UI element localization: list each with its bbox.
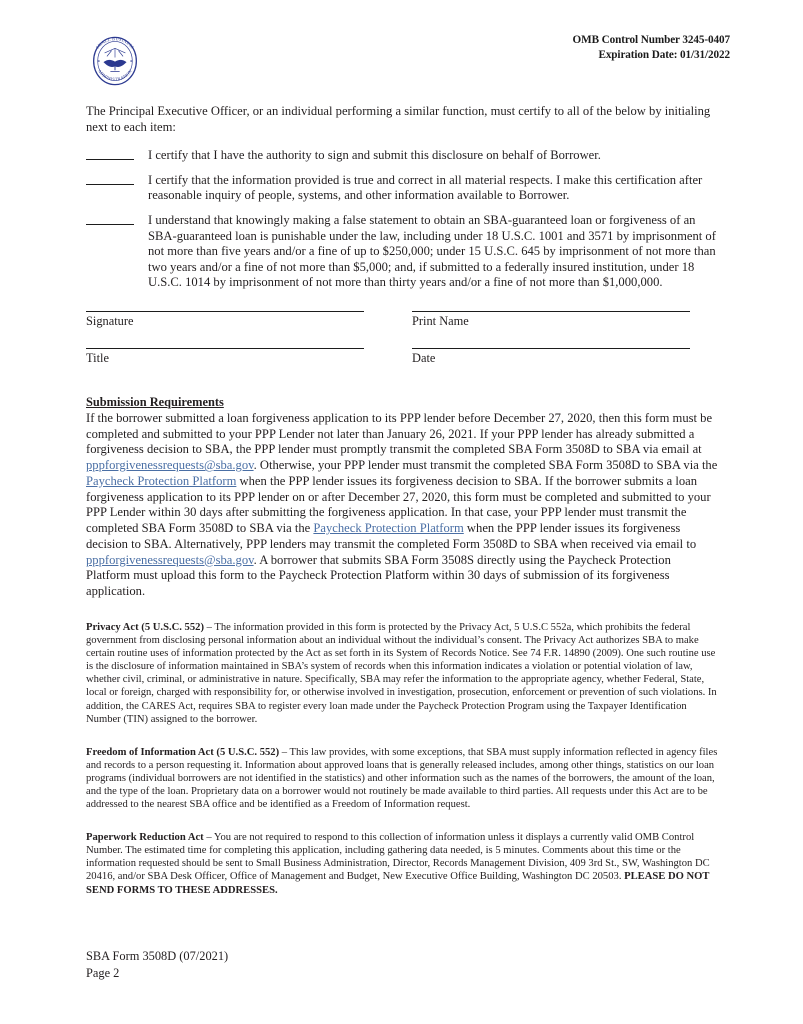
privacy-act-section [86, 621, 718, 726]
page-number: Page 2 [86, 965, 120, 980]
foia-heading: Freedom of Information Act (5 U.S.C. 552) [86, 746, 280, 758]
paperwork-reduction-act-heading: Paperwork Reduction Act [86, 832, 204, 844]
paperwork-reduction-act-emphasis: PLEASE DO NOT SEND FORMS TO THESE ADDRESSES. [86, 871, 710, 896]
page-footer [86, 948, 228, 981]
submission-text-part-5: . A borrower that submits SBA Form 3508S directly using the Paycheck Protection Platform must upload this form to the Paycheck Protection Platform within 30 days of submission of its forgiveness application. [86, 552, 671, 599]
foia-text: – This law provides, with some exceptions, that SBA must supply information reflected in agency files and records to a person requesting it. Information about approved loans that is generally released includes, among other things, statistics on our loan programs (individual borrowers are not identified in the statistics) and other information such as the names of the borrowers, the amount of the loan, and the type of the loan. Proprietary data on a borrower would not routinely be made available to third parties. All requests under this Act are to be addressed to the nearest SBA office and be identified as a Freedom of Information request. [86, 746, 718, 811]
certification-item [86, 213, 718, 291]
privacy-act-text: – The information provided in this form is protected by the Privacy Act, 5 U.S.C 552a, which prohibits the federal government from disclosing personal information about an individual without the individual’s consent. The Privacy Act authorizes SBA to make certain routine uses of information protected by the Act as set forth in its System of Records Notice. See 74 F.R. 14890 (2009). One such routine use is the disclosure of information maintained in SBA’s system of records when this information indicates a violation or potential violation of law, whether civil, criminal, or administrative in nature. Specifically, SBA may refer the information to the appropriate agency, whether Federal, State, local or foreign, charged with responsibility for, or otherwise involved in investigation, prosecution, enforcement or prevention of such violations. In addition, the CARES Act, requires SBA to register every loan made under the Paycheck Protection Program using the Taxpayer Identification Number (TIN) assigned to the borrower. [86, 621, 717, 725]
initial-line-3[interactable] [86, 224, 134, 225]
submission-text-part-3: when the PPP lender issues its forgiveness decision to SBA. If the borrower submits a loan forgiveness application to its PPP lender on or after December 27, 2020, this form must be completed and submitted to your PPP Lender within 30 days after submitting the forgiveness application. In that case, your PPP lender must transmit the completed SBA Form 3508D to SBA via the [86, 473, 711, 536]
privacy-act-heading: Privacy Act (5 U.S.C. 552) [86, 621, 204, 633]
signature-rule [86, 348, 364, 349]
date-label: Date [412, 350, 436, 365]
title-label: Title [86, 350, 109, 365]
submission-requirements-section [86, 393, 718, 600]
signature-block [86, 311, 718, 366]
certification-text: I certify that I have the authority to sign and submit this disclosure on behalf of Borrower. [148, 148, 601, 163]
certification-text: I understand that knowingly making a false statement to obtain an SBA-guaranteed loan or forgiveness of an SBA-guaranteed loan is punishable under the law, including under 18 U.S.C. 1001 and 3571 by imprisonment of not more than five years and/or a fine of up to $250,000; under 15 U.S.C. 645 by imprisonment of not more than two years and/or a fine of not more than $5,000; and, if submitted to a federally insured institution, under 18 U.S.C. 1014 by imprisonment of not more than thirty years and/or a fine of not more than $1,000,000. [148, 212, 716, 290]
email-link-ppp-forgiveness-requests[interactable]: pppforgivenessrequests@sba.gov [86, 552, 254, 567]
page-header [0, 0, 803, 96]
submission-requirements-heading: Submission Requirements [86, 394, 224, 409]
certification-item [86, 148, 718, 164]
paperwork-reduction-act-section [86, 831, 718, 896]
print-name-label: Print Name [412, 313, 469, 328]
signature-rule [86, 311, 364, 312]
foia-section [86, 746, 718, 811]
certification-item [86, 173, 718, 204]
signature-field-print-name[interactable] [412, 311, 690, 329]
email-link-ppp-forgiveness-requests[interactable]: pppforgivenessrequests@sba.gov [86, 458, 254, 473]
signature-field-signature[interactable] [86, 311, 364, 329]
initial-line-2[interactable] [86, 184, 134, 185]
document-body [86, 104, 718, 897]
signature-row [86, 311, 718, 329]
paycheck-protection-platform-link[interactable]: Paycheck Protection Platform [86, 473, 237, 488]
omb-header-block [573, 33, 730, 62]
certification-text: I certify that the information provided is true and correct in all material respects. I make this certification after reasonable inquiry of people, systems, and other information available to Borrower. [148, 172, 703, 203]
paycheck-protection-platform-link[interactable]: Paycheck Protection Platform [313, 521, 464, 536]
submission-text-part-1: If the borrower submitted a loan forgiveness application to its PPP lender before December 27, 2020, then this form must be completed and submitted to your PPP Lender not later than January 26, 2021. If your PPP lender has already submitted a forgiveness decision to SBA, the PPP lender must promptly transmit the completed SBA Form 3508D to SBA via email at [86, 410, 713, 457]
signature-label: Signature [86, 313, 134, 328]
intro-paragraph: The Principal Executive Officer, or an individual performing a similar function, must certify to all of the below by initialing next to each item: [86, 104, 711, 134]
svg-text:SMALL BUSINESS: SMALL BUSINESS [94, 36, 136, 50]
signature-rule [412, 348, 690, 349]
submission-requirements-text [86, 411, 718, 600]
submission-text-part-2: . Otherwise, your PPP lender must transmit the completed SBA Form 3508D to SBA via the [253, 458, 718, 473]
form-identifier: SBA Form 3508D (07/2021) [86, 949, 229, 963]
sba-seal-icon [86, 31, 144, 91]
svg-text:ADMINISTRATION: ADMINISTRATION [97, 68, 133, 82]
initial-line-1[interactable] [86, 159, 134, 160]
submission-text-part-4: when the PPP lender issues its forgiveness decision to SBA. Alternatively, PPP lenders may transmit the completed Form 3508D to SBA when received via email to [86, 521, 697, 551]
signature-rule [412, 311, 690, 312]
signature-field-title[interactable] [86, 348, 364, 366]
signature-row [86, 348, 718, 366]
signature-field-date[interactable] [412, 348, 690, 366]
omb-control-number: OMB Control Number 3245-0407 [572, 34, 730, 46]
certification-list [86, 148, 718, 291]
paperwork-reduction-act-text: – You are not required to respond to this collection of information unless it displays a currently valid OMB Control Number. The estimated time for completing this application, including gathering data needed, is 5 minutes. Comments about this time or the information requested should be sent to Small Business Administration, Director, Records Management Division, 409 3rd St., SW, Washington DC 20416, and/or SBA Desk Officer, Office of Management and Budget, New Executive Office Building, Washington DC 20503. [86, 832, 710, 883]
omb-expiration-date: Expiration Date: 01/31/2022 [598, 48, 730, 61]
